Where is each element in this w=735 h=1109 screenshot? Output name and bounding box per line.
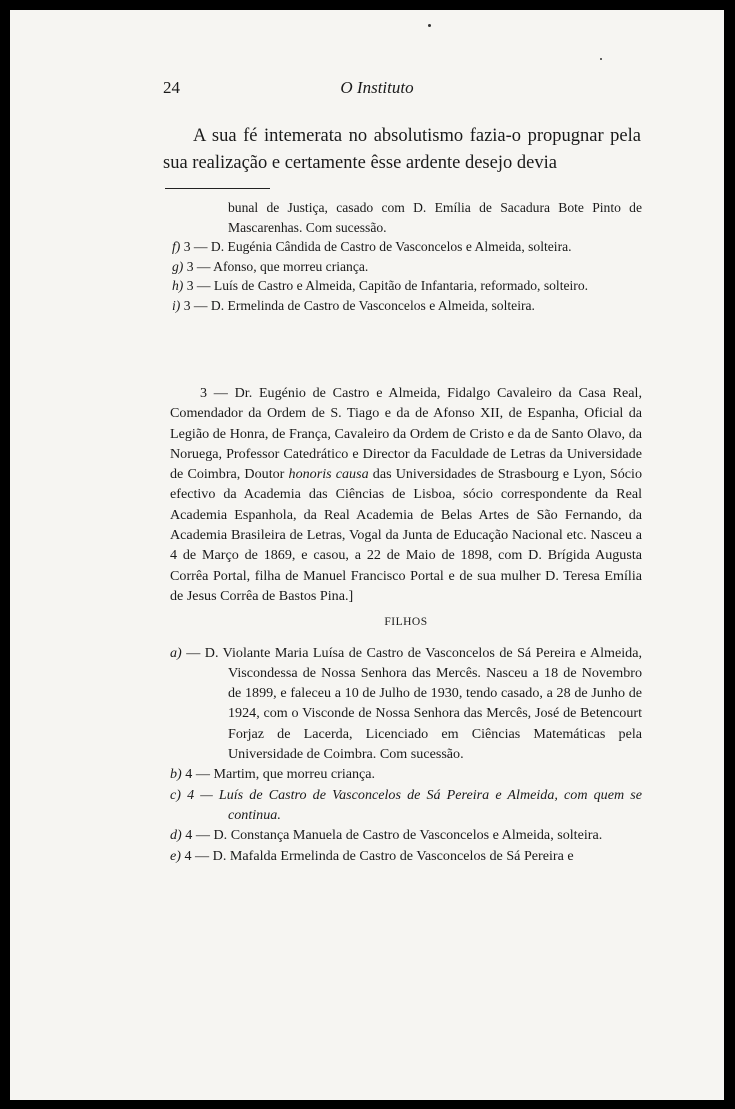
footnote-item bbox=[170, 237, 642, 257]
child-text: 4 — Luís de Castro de Vasconcelos de Sá Pereira e Almeida, com quem se continua. bbox=[187, 786, 643, 823]
biography-section bbox=[170, 383, 642, 866]
main-paragraph: A sua fé intemerata no absolutismo fazia-o propugnar pela sua realização e certamente êsse ardente desejo devia bbox=[163, 126, 641, 173]
child-text: 4 — D. Constança Manuela de Castro de Vasconcelos e Almeida, solteira. bbox=[185, 827, 603, 844]
footnote-continuation bbox=[170, 198, 642, 237]
children-heading: FILHOS bbox=[384, 616, 428, 629]
footnote-tag: i) bbox=[172, 297, 181, 313]
child-text: 4 — D. Mafalda Ermelinda de Castro de Vasconcelos de Sá Pereira e bbox=[184, 847, 574, 864]
footnote-item bbox=[170, 257, 642, 277]
child-text: — D. Violante Maria Luísa de Castro de Vasconcelos de Sá Pereira e Almeida, Viscondessa de Nossa Senhora das Mercês. Nasceu a 18 de Novembro de 1899, e faleceu a 10 de Julho de 1930, tendo casado, a 28 de Junho de 1924, com o Visconde de Nossa Senhora das Mercês, José de Betencourt Forjaz de Lacerda, Licenciado em Ciências Matemáticas pela Universidade de Coimbra. Com sucessão. bbox=[186, 644, 642, 763]
child-tag: e) bbox=[170, 847, 181, 864]
child-tag: c) bbox=[170, 786, 181, 803]
biography-text-2: das Universidades de Strasbourg e Lyon, Sócio efectivo da Academia das Ciências de Lisboa, sócio correspondente da Real Academia Espanhola, da Real Academia de Belas Artes de São Fernando, da Academia Brasileira de Letras, Vogal da Junta de Educação Nacional etc. Nasceu a 4 de Março de 1869, e casou, a 22 de Maio de 1898, com D. Brígida Augusta Corrêa Portal, filha de Manuel Francisco Portal e de sua mulher D. Teresa Emília de Jesus Corrêa de Bastos Pina.] bbox=[170, 466, 643, 604]
child-tag: a) bbox=[170, 644, 182, 661]
footnote-text: 3 — Luís de Castro e Almeida, Capitão de Infantaria, reformado, solteiro. bbox=[186, 278, 589, 293]
biography-italic: honoris causa bbox=[288, 466, 369, 483]
child-tag: b) bbox=[170, 766, 182, 783]
print-speck bbox=[600, 58, 602, 60]
child-text: 4 — Martim, que morreu criança. bbox=[185, 766, 376, 783]
footnotes bbox=[170, 198, 642, 315]
child-entry bbox=[170, 785, 642, 826]
footnote-tag: h) bbox=[172, 278, 184, 293]
print-speck bbox=[428, 24, 431, 27]
running-title: O Instituto bbox=[340, 78, 414, 97]
page-number: 24 bbox=[163, 78, 180, 97]
biography-paragraph bbox=[170, 383, 642, 606]
child-tag: d) bbox=[170, 827, 182, 844]
footnote-text: 3 — Afonso, que morreu criança. bbox=[186, 258, 369, 274]
footnote-item bbox=[170, 296, 642, 316]
child-entry bbox=[170, 846, 642, 866]
biography-text-1: 3 — Dr. Eugénio de Castro e Almeida, Fidalgo Cavaleiro da Casa Real, Comendador da Ordem de S. Tiago e da de Afonso XII, de Espanha, Oficial da Legião de Honra, de França, Cavaleiro da Ordem de Cristo e da de Santo Olavo, da Noruega, Professor Catedrático e Director da Faculdade de Letras da Universidade de Coimbra, Doutor bbox=[170, 385, 642, 483]
child-entry bbox=[170, 825, 642, 845]
footnote-item bbox=[170, 276, 642, 296]
footnote-text: 3 — D. Ermelinda de Castro de Vasconcelos e Almeida, solteira. bbox=[183, 297, 535, 313]
footnote-tag: g) bbox=[172, 258, 184, 274]
child-entry bbox=[170, 643, 642, 765]
footnote-text: bunal de Justiça, casado com D. Emília de Sacadura Bote Pinto de Mascarenhas. Com sucessão. bbox=[228, 200, 642, 235]
child-entry bbox=[170, 764, 642, 784]
footnote-text: 3 — D. Eugénia Cândida de Castro de Vasconcelos e Almeida, solteira. bbox=[183, 239, 572, 254]
page-header bbox=[10, 78, 724, 108]
main-text bbox=[163, 123, 641, 177]
footnote-rule bbox=[165, 188, 270, 189]
book-page bbox=[10, 10, 724, 1100]
footnote-tag: f) bbox=[172, 239, 181, 254]
